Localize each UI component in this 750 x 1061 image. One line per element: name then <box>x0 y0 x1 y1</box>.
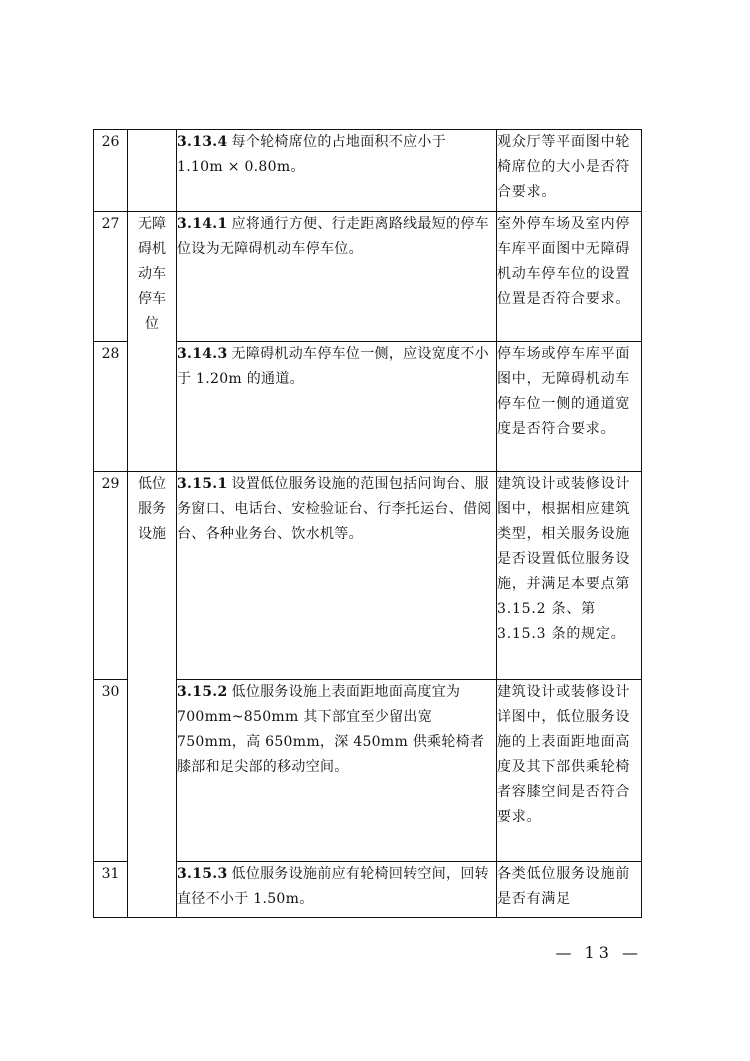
requirement-text <box>177 680 497 862</box>
table-row <box>94 342 642 472</box>
clause-code: 3.14.1 <box>177 216 228 232</box>
check-point: 室外停车场及室内停车库平面图中无障碍机动车停车位的设置位置是否符合要求。 <box>497 212 642 342</box>
category-line: 无障 <box>138 216 166 232</box>
row-number: 27 <box>94 212 128 342</box>
row-number: 31 <box>94 862 128 918</box>
check-point: 停车场或停车库平面图中，无障碍机动车停车位一侧的通道宽度是否符合要求。 <box>497 342 642 472</box>
clause-text: 应将通行方便、行走距离路线最短的停车位设为无障碍机动车停车位。 <box>177 216 489 257</box>
check-point: 各类低位服务设施前是否有满足 <box>497 862 642 918</box>
table-row <box>94 862 642 918</box>
clause-code: 3.15.3 <box>177 866 228 882</box>
row-number: 29 <box>94 472 128 680</box>
row-number: 28 <box>94 342 128 472</box>
clause-text: 低位服务设施前应有轮椅回转空间，回转直径不小于 1.50m。 <box>177 866 489 907</box>
category-line: 动车 <box>138 266 166 282</box>
clause-code: 3.14.3 <box>177 346 228 362</box>
clause-code: 3.15.1 <box>177 476 228 492</box>
category-line: 设施 <box>138 526 166 542</box>
table-row <box>94 130 642 212</box>
requirement-text <box>177 342 497 472</box>
category-line: 碍机 <box>138 241 166 257</box>
category-line: 停车 <box>138 291 166 307</box>
table-row <box>94 212 642 342</box>
category-cell-empty <box>128 130 177 212</box>
category-parking <box>128 212 177 472</box>
clause-code: 3.15.2 <box>177 684 228 700</box>
requirement-text <box>177 472 497 680</box>
clause-text: 设置低位服务设施的范围包括问询台、服务窗口、电话台、安检验证台、行李托运台、借阅台、各种业务台、饮水机等。 <box>177 476 492 542</box>
table-row <box>94 680 642 862</box>
clause-text: 低位服务设施上表面距地面高度宜为 700mm~850mm 其下部宜至少留出宽 750mm，高 650mm，深 450mm 供乘轮椅者膝部和足尖部的移动空间。 <box>177 684 485 775</box>
category-line: 位 <box>145 316 159 332</box>
requirement-text <box>177 130 497 212</box>
requirement-text <box>177 862 497 918</box>
category-service <box>128 472 177 918</box>
clause-code: 3.13.4 <box>177 134 228 150</box>
check-point: 观众厅等平面图中轮椅席位的大小是否符合要求。 <box>497 130 642 212</box>
page-number: — 13 — <box>555 943 642 962</box>
row-number: 26 <box>94 130 128 212</box>
clause-text: 每个轮椅席位的占地面积不应小于 1.10m × 0.80m。 <box>177 134 447 175</box>
requirement-text <box>177 212 497 342</box>
check-point: 建筑设计或装修设计详图中，低位服务设施的上表面距地面高度及其下部供乘轮椅者容膝空间是否符合要求。 <box>497 680 642 862</box>
category-line: 低位 <box>138 476 166 492</box>
check-point: 建筑设计或装修设计图中，根据相应建筑类型，相关服务设施是否设置低位服务设施，并满足本要点第 3.15.2 条、第 3.15.3 条的规定。 <box>497 472 642 680</box>
category-line: 服务 <box>138 501 166 517</box>
table-row <box>94 472 642 680</box>
clause-text: 无障碍机动车停车位一侧，应设宽度不小于 1.20m 的通道。 <box>177 346 489 387</box>
row-number: 30 <box>94 680 128 862</box>
review-table <box>93 129 642 918</box>
